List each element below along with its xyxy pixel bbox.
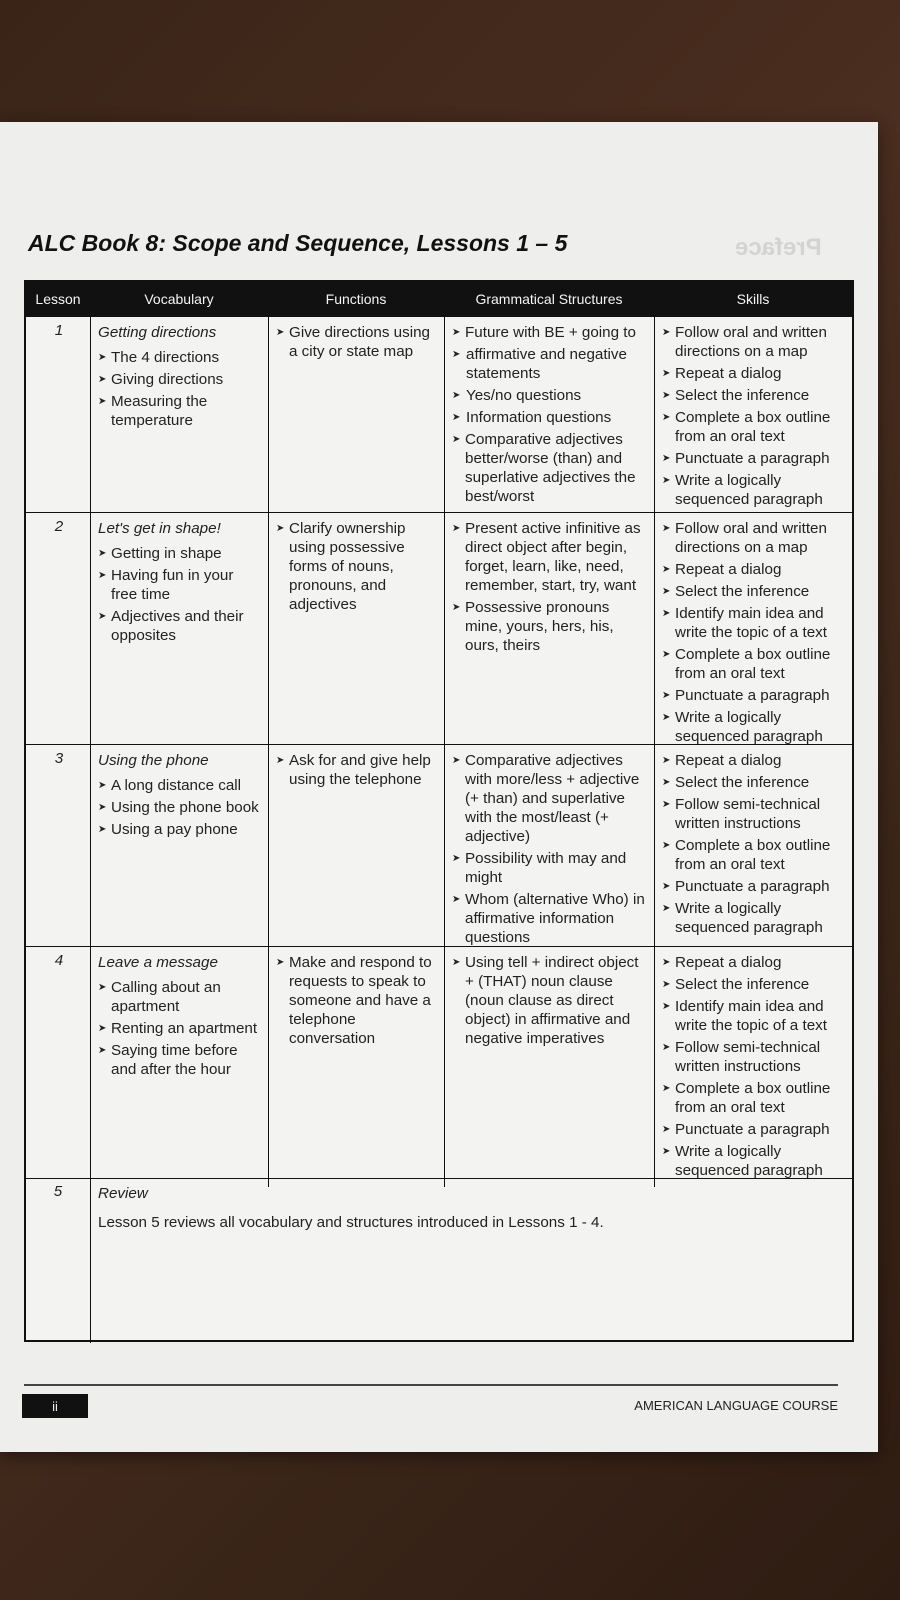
- arrow-bullet-icon: ➤: [98, 548, 107, 559]
- skills-cell: [654, 745, 852, 954]
- bullet-item: [276, 953, 439, 1048]
- bullet-item: [452, 323, 649, 342]
- arrow-bullet-icon: ➤: [662, 1124, 671, 1135]
- arrow-bullet-icon: ➤: [662, 755, 671, 766]
- bullet-text: Select the inference: [675, 774, 810, 791]
- bullet-item: [452, 519, 649, 595]
- bullet-item: [452, 408, 649, 427]
- bullet-item: [98, 544, 263, 563]
- header-functions: Functions: [325, 291, 387, 307]
- arrow-bullet-icon: ➤: [98, 570, 107, 581]
- review-topic: Review: [98, 1185, 148, 1202]
- bullet-item: [452, 345, 649, 383]
- functions-cell: [268, 513, 444, 753]
- header-lesson: Lesson: [35, 291, 81, 307]
- bullet-text: Select the inference: [675, 583, 810, 600]
- arrow-bullet-icon: ➤: [452, 853, 461, 864]
- bullet-item: [98, 348, 263, 367]
- bullet-text: Complete a box outline from an oral text: [675, 646, 831, 682]
- bullet-item: [98, 978, 263, 1016]
- bullet-item: [98, 392, 263, 430]
- bullet-text: Possessive pronouns mine, yours, hers, his, ours, theirs: [465, 599, 614, 654]
- arrow-bullet-icon: ➤: [276, 523, 285, 534]
- table-body: [26, 316, 852, 1178]
- bullet-text: Using the phone book: [111, 799, 259, 816]
- bullet-text: Comparative adjectives with more/less + adjective (+ than) and superlative with the most/least (+ adjective): [465, 752, 640, 845]
- bullet-item: [452, 386, 649, 405]
- bullet-text: A long distance call: [111, 777, 242, 794]
- arrow-bullet-icon: ➤: [662, 712, 671, 723]
- bullet-item: [98, 776, 263, 795]
- bullet-text: Whom (alternative Who) in affirmative information questions: [465, 891, 645, 946]
- bullet-text: Present active infinitive as direct object after begin, forget, learn, like, need, remember, start, try, want: [465, 520, 641, 594]
- bullet-item: [662, 1142, 847, 1180]
- arrow-bullet-icon: ➤: [662, 1083, 671, 1094]
- bullet-item: [98, 607, 263, 645]
- arrow-bullet-icon: ➤: [662, 1001, 671, 1012]
- bullet-item: [662, 953, 847, 972]
- bullet-text: Saying time before and after the hour: [111, 1042, 238, 1078]
- bullet-item: [452, 890, 649, 947]
- vocab-topic: Let's get in shape!: [98, 520, 221, 537]
- arrow-bullet-icon: ➤: [662, 412, 671, 423]
- bullet-item: [452, 430, 649, 506]
- bullet-text: Select the inference: [675, 976, 810, 993]
- bullet-item: [662, 751, 847, 770]
- arrow-bullet-icon: ➤: [662, 840, 671, 851]
- bullet-item: [98, 1041, 263, 1079]
- vocabulary-cell: [90, 513, 268, 753]
- bullet-item: [276, 751, 439, 789]
- table-row: [26, 744, 852, 946]
- functions-cell: [268, 317, 444, 516]
- arrow-bullet-icon: ➤: [662, 390, 671, 401]
- bullet-item: [662, 604, 847, 642]
- review-row: [26, 1178, 852, 1343]
- footer-divider: [24, 1384, 838, 1386]
- functions-cell: [268, 947, 444, 1187]
- bullet-item: [662, 1120, 847, 1139]
- table-row: [26, 946, 852, 1178]
- bullet-text: Follow oral and written directions on a map: [675, 520, 827, 556]
- bullet-text: Possibility with may and might: [465, 850, 627, 886]
- arrow-bullet-icon: ➤: [98, 611, 107, 622]
- vocab-topic: Leave a message: [98, 954, 218, 971]
- bullet-item: [98, 820, 263, 839]
- bullet-text: Comparative adjectives better/worse (than) and superlative adjectives the best/worst: [465, 431, 636, 505]
- bullet-text: Punctuate a paragraph: [675, 1121, 830, 1138]
- lesson-number: 1: [54, 322, 64, 339]
- bullet-item: [662, 582, 847, 601]
- bullet-item: [662, 708, 847, 746]
- page-title: ALC Book 8: Scope and Sequence, Lessons 1 – 5: [28, 230, 568, 256]
- arrow-bullet-icon: ➤: [662, 586, 671, 597]
- arrow-bullet-icon: ➤: [662, 777, 671, 788]
- bullet-text: Ask for and give help using the telephone: [289, 752, 431, 788]
- bullet-text: Using tell + indirect object + (THAT) noun clause (noun clause as direct object) in affirmative and negative imperatives: [465, 954, 639, 1047]
- bullet-text: Getting in shape: [111, 545, 222, 562]
- arrow-bullet-icon: ➤: [452, 523, 461, 534]
- arrow-bullet-icon: ➤: [98, 352, 107, 363]
- bullet-item: [662, 899, 847, 937]
- skills-cell: [654, 513, 852, 753]
- arrow-bullet-icon: ➤: [452, 755, 461, 766]
- bullet-text: Complete a box outline from an oral text: [675, 409, 831, 445]
- arrow-bullet-icon: ➤: [276, 957, 285, 968]
- bullet-text: Follow oral and written directions on a map: [675, 324, 827, 360]
- bullet-text: affirmative and negative statements: [466, 346, 627, 382]
- arrow-bullet-icon: ➤: [98, 1023, 107, 1034]
- page-number: ii: [22, 1394, 88, 1418]
- skills-cell: [654, 947, 852, 1187]
- bullet-text: Giving directions: [111, 371, 224, 388]
- arrow-bullet-icon: ➤: [662, 368, 671, 379]
- arrow-bullet-icon: ➤: [452, 602, 461, 613]
- arrow-bullet-icon: ➤: [98, 374, 107, 385]
- bullet-text: Follow semi-technical written instructions: [675, 796, 821, 832]
- bullet-item: [662, 795, 847, 833]
- bullet-item: [452, 953, 649, 1048]
- bullet-text: Clarify ownership using possessive forms of nouns, pronouns, and adjectives: [289, 520, 406, 613]
- arrow-bullet-icon: ➤: [662, 881, 671, 892]
- bullet-text: Repeat a dialog: [675, 954, 782, 971]
- vocabulary-cell: [90, 745, 268, 954]
- arrow-bullet-icon: ➤: [662, 1146, 671, 1157]
- bullet-item: [452, 598, 649, 655]
- bullet-item: [662, 471, 847, 509]
- bullet-text: Future with BE + going to: [465, 324, 636, 341]
- arrow-bullet-icon: ➤: [662, 799, 671, 810]
- vocab-topic: Getting directions: [98, 324, 217, 341]
- bullet-text: Identify main idea and write the topic of a text: [675, 998, 827, 1034]
- bullet-item: [662, 836, 847, 874]
- bullet-text: Having fun in your free time: [111, 567, 234, 603]
- bullet-item: [98, 370, 263, 389]
- bullet-item: [662, 364, 847, 383]
- skills-cell: [654, 317, 852, 516]
- bullet-item: [662, 773, 847, 792]
- bullet-item: [662, 686, 847, 705]
- bullet-text: Punctuate a paragraph: [675, 450, 830, 467]
- bullet-text: Write a logically sequenced paragraph: [675, 1143, 823, 1179]
- bullet-text: Write a logically sequenced paragraph: [675, 900, 823, 936]
- bullet-item: [662, 645, 847, 683]
- header-grammar: Grammatical Structures: [475, 291, 623, 307]
- arrow-bullet-icon: ➤: [98, 824, 107, 835]
- mirrored-text: Preface: [735, 234, 822, 261]
- bullet-item: [662, 877, 847, 896]
- review-text: Lesson 5 reviews all vocabulary and structures introduced in Lessons 1 - 4.: [98, 1214, 604, 1231]
- arrow-bullet-icon: ➤: [662, 979, 671, 990]
- bullet-item: [276, 323, 439, 361]
- bullet-text: Repeat a dialog: [675, 561, 782, 578]
- vocabulary-cell: [90, 317, 268, 516]
- vocab-topic: Using the phone: [98, 752, 209, 769]
- arrow-bullet-icon: ➤: [662, 957, 671, 968]
- arrow-bullet-icon: ➤: [452, 434, 461, 445]
- arrow-bullet-icon: ➤: [276, 755, 285, 766]
- arrow-bullet-icon: ➤: [98, 982, 107, 993]
- arrow-bullet-icon: ➤: [98, 802, 107, 813]
- arrow-bullet-icon: ➤: [452, 957, 461, 968]
- arrow-bullet-icon: ➤: [452, 894, 461, 905]
- arrow-bullet-icon: ➤: [662, 903, 671, 914]
- arrow-bullet-icon: ➤: [452, 412, 461, 423]
- arrow-bullet-icon: ➤: [662, 649, 671, 660]
- table-row: [26, 512, 852, 744]
- grammar-cell: [444, 745, 654, 954]
- vocabulary-cell: [90, 947, 268, 1187]
- bullet-text: Renting an apartment: [111, 1020, 258, 1037]
- bullet-text: Punctuate a paragraph: [675, 687, 830, 704]
- arrow-bullet-icon: ➤: [662, 327, 671, 338]
- bullet-text: Measuring the temperature: [111, 393, 208, 429]
- bullet-text: Information questions: [466, 409, 612, 426]
- bullet-text: Yes/no questions: [466, 387, 582, 404]
- bullet-item: [98, 566, 263, 604]
- bullet-text: Complete a box outline from an oral text: [675, 837, 831, 873]
- grammar-cell: [444, 947, 654, 1187]
- bullet-item: [452, 849, 649, 887]
- arrow-bullet-icon: ➤: [662, 523, 671, 534]
- arrow-bullet-icon: ➤: [662, 1042, 671, 1053]
- bullet-item: [662, 1079, 847, 1117]
- bullet-item: [662, 519, 847, 557]
- table-header: [26, 282, 852, 316]
- arrow-bullet-icon: ➤: [98, 1045, 107, 1056]
- bullet-item: [452, 751, 649, 846]
- bullet-text: Make and respond to requests to speak to someone and have a telephone conversation: [289, 954, 432, 1047]
- bullet-item: [662, 975, 847, 994]
- arrow-bullet-icon: ➤: [662, 475, 671, 486]
- bullet-item: [98, 798, 263, 817]
- bullet-text: Select the inference: [675, 387, 810, 404]
- review-cell: [90, 1179, 852, 1343]
- bullet-item: [98, 1019, 263, 1038]
- scope-sequence-table: [24, 280, 854, 1342]
- bullet-text: Write a logically sequenced paragraph: [675, 472, 823, 508]
- arrow-bullet-icon: ➤: [662, 690, 671, 701]
- bullet-text: Repeat a dialog: [675, 752, 782, 769]
- bullet-text: Repeat a dialog: [675, 365, 782, 382]
- arrow-bullet-icon: ➤: [98, 780, 107, 791]
- bullet-text: Calling about an apartment: [111, 979, 221, 1015]
- header-skills: Skills: [736, 291, 770, 307]
- bullet-text: Complete a box outline from an oral text: [675, 1080, 831, 1116]
- bullet-text: Follow semi-technical written instructions: [675, 1039, 821, 1075]
- grammar-cell: [444, 513, 654, 753]
- bullet-text: Write a logically sequenced paragraph: [675, 709, 823, 745]
- arrow-bullet-icon: ➤: [662, 453, 671, 464]
- arrow-bullet-icon: ➤: [98, 396, 107, 407]
- bullet-item: [662, 386, 847, 405]
- bullet-item: [662, 1038, 847, 1076]
- lesson-number: 3: [54, 750, 64, 767]
- arrow-bullet-icon: ➤: [662, 564, 671, 575]
- bullet-text: The 4 directions: [111, 349, 220, 366]
- header-vocabulary: Vocabulary: [144, 291, 214, 307]
- lesson-number: 5: [53, 1183, 63, 1200]
- lesson-number: 4: [54, 952, 64, 969]
- arrow-bullet-icon: ➤: [452, 349, 461, 360]
- functions-cell: [268, 745, 444, 954]
- book-page: [0, 122, 878, 1452]
- bullet-item: [662, 997, 847, 1035]
- arrow-bullet-icon: ➤: [452, 390, 461, 401]
- arrow-bullet-icon: ➤: [276, 327, 285, 338]
- arrow-bullet-icon: ➤: [452, 327, 461, 338]
- bullet-text: Punctuate a paragraph: [675, 878, 830, 895]
- bullet-text: Give directions using a city or state map: [289, 324, 430, 360]
- bullet-item: [662, 560, 847, 579]
- lesson-number: 2: [54, 518, 64, 535]
- bullet-text: Identify main idea and write the topic of a text: [675, 605, 827, 641]
- bullet-item: [662, 323, 847, 361]
- table-row: [26, 316, 852, 512]
- bullet-text: Using a pay phone: [111, 821, 238, 838]
- footer-label: AMERICAN LANGUAGE COURSE: [634, 1398, 838, 1413]
- arrow-bullet-icon: ➤: [662, 608, 671, 619]
- bullet-item: [276, 519, 439, 614]
- bullet-item: [662, 449, 847, 468]
- grammar-cell: [444, 317, 654, 516]
- bullet-text: Adjectives and their opposites: [111, 608, 244, 644]
- bullet-item: [662, 408, 847, 446]
